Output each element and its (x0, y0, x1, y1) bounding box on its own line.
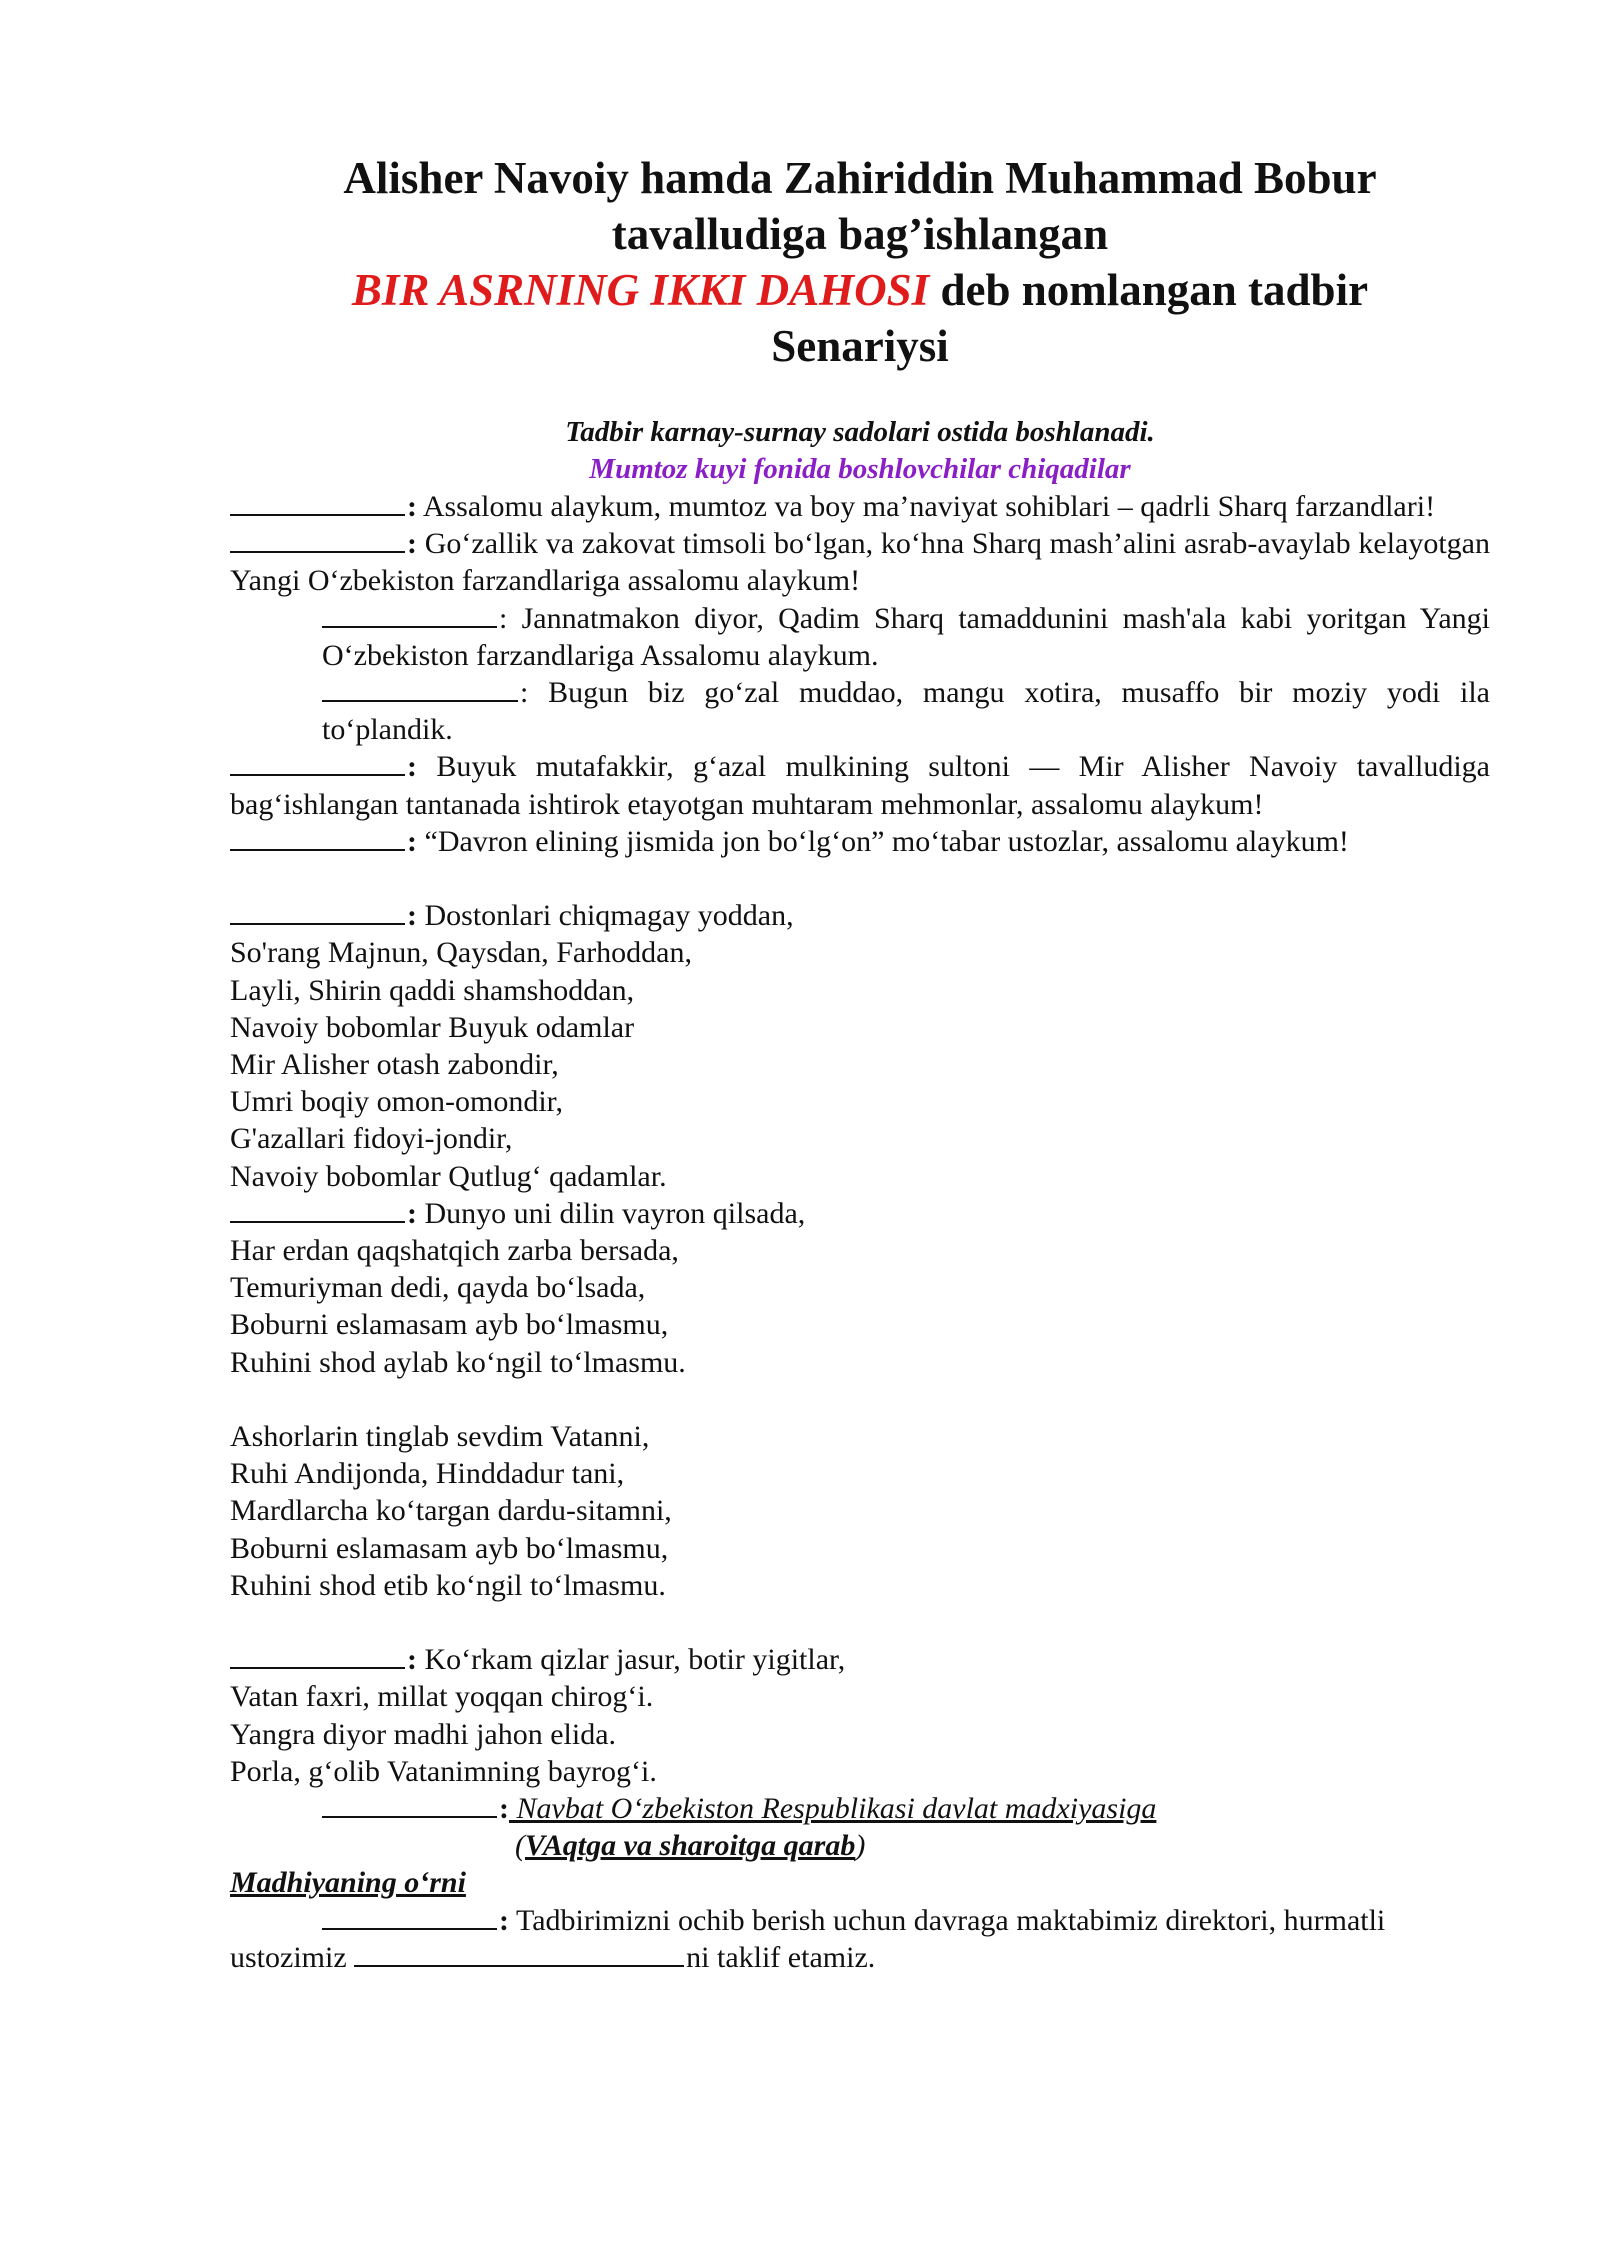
speaker-blank (322, 676, 518, 702)
closing-paragraph: : Tadbirimizni ochib berish uchun davraga maktabimiz direktori, hurmatli (230, 1902, 1490, 1939)
poem-line: Mardlarcha ko‘targan dardu-sitamni, (230, 1494, 672, 1528)
speaker-paragraph: : Go‘zallik va zakovat timsoli bo‘lgan, ko‘hna Sharq mash’alini asrab-avaylab kelayotgan Yangi O‘zbekiston farzandlariga assalomu alaykum! (230, 527, 1490, 598)
poem-line: Vatan faxri, millat yoqqan chirog‘i. (230, 1680, 654, 1714)
poem-line: G'azallari fidoyi-jondir, (230, 1122, 513, 1156)
speaker-blank (230, 825, 405, 851)
poem-line: : Dunyo uni dilin vayron qilsada, (230, 1195, 1490, 1232)
poem-line: Yangra diyor madhi jahon elida. (230, 1717, 617, 1751)
speaker-paragraph: : Jannatmakon diyor, Qadim Sharq tamaddunini mash'ala kabi yoritgan Yangi O‘zbekiston farzandlariga Assalomu alaykum. (322, 601, 1490, 672)
poem-line: Mir Alisher otash zabondir, (230, 1048, 559, 1082)
poem-3 (230, 1418, 1490, 1604)
anthem-note: (VAqtga va sharoitga qarab) (515, 1829, 866, 1863)
speaker-blank (322, 1904, 497, 1930)
poem-line: Navoiy bobomlar Buyuk odamlar (230, 1010, 635, 1044)
title-line-3 (200, 262, 1520, 318)
title-event-name: BIR ASRNING IKKI DAHOSI (351, 265, 930, 315)
speaker-paragraph: : Assalomu alaykum, mumtoz va boy ma’naviyat sohiblari – qadrli Sharq farzandlari! (230, 488, 1490, 525)
anthem-heading: Madhiyaning o‘rni (230, 1866, 466, 1900)
speaker-blank (230, 750, 405, 776)
poem-line: Umri boqiy omon-omondir, (230, 1085, 563, 1119)
speaker-blank (230, 527, 405, 553)
speaker-blank (230, 1197, 405, 1223)
poem-line: Ashorlarin tinglab sevdim Vatanni, (230, 1420, 650, 1454)
poem-4 (230, 1641, 1490, 1790)
speaker-blank (230, 1643, 405, 1669)
poem-line: Porla, g‘olib Vatanimning bayrog‘i. (230, 1754, 657, 1788)
poem-line: Temuriyman dedi, qayda bo‘lsada, (230, 1271, 646, 1305)
speaker-blank (230, 490, 405, 516)
poem-line: So'rang Majnun, Qaysdan, Farhoddan, (230, 936, 692, 970)
document-body (230, 488, 1490, 1976)
spacer (230, 1604, 1490, 1641)
title-line-4: Senariysi (771, 321, 949, 371)
poem-line: Ruhini shod etib ko‘ngil to‘lmasmu. (230, 1568, 666, 1602)
closing-line-2: ustozimiz ni taklif etamiz. (230, 1940, 876, 1974)
title-line-2: tavalludiga bag’ishlangan (611, 209, 1109, 259)
poem-2 (230, 1195, 1490, 1381)
poem-line: Layli, Shirin qaddi shamshoddan, (230, 973, 635, 1007)
speaker-paragraph: : “Davron elining jismida jon bo‘lg‘on” mo‘tabar ustozlar, assalomu alaykum! (230, 823, 1490, 860)
poem-line: : Ko‘rkam qizlar jasur, botir yigitlar, (230, 1641, 1490, 1678)
name-blank (354, 1941, 684, 1967)
title-line-3-rest: deb nomlangan tadbir (929, 265, 1369, 315)
spacer (230, 860, 1490, 897)
poem-line: : Dostonlari chiqmagay yoddan, (230, 897, 1490, 934)
poem-line: Navoiy bobomlar Qutlug‘ qadamlar. (230, 1159, 667, 1193)
speaker-paragraph: : Bugun biz go‘zal muddao, mangu xotira, musaffo bir moziy yodi ila to‘plandik. (322, 676, 1490, 747)
poem-line: Har erdan qaqshatqich zarba bersada, (230, 1234, 679, 1268)
anthem-announcement: : Navbat O‘zbekiston Respublikasi davlat madxiyasiga (230, 1790, 1490, 1827)
poem-line: Ruhi Andijonda, Hinddadur tani, (230, 1457, 625, 1491)
speaker-paragraph: : Buyuk mutafakkir, g‘azal mulkining sultoni — Mir Alisher Navoiy tavalludiga bag‘ishlangan tantanada ishtirok etayotgan muhtaram mehmonlar, assalomu alaykum! (230, 750, 1490, 821)
poem-line: Ruhini shod aylab ko‘ngil to‘lmasmu. (230, 1345, 686, 1379)
intro-line-2: Mumtoz kuyi fonida boshlovchilar chiqadilar (589, 453, 1131, 485)
poem-line: Boburni eslamasam ayb bo‘lmasmu, (230, 1308, 669, 1342)
spacer (230, 1381, 1490, 1418)
poem-line: Boburni eslamasam ayb bo‘lmasmu, (230, 1531, 669, 1565)
speaker-blank (230, 899, 405, 925)
document-title (200, 150, 1520, 374)
poem-1 (230, 897, 1490, 1195)
speaker-blank (322, 1792, 497, 1818)
speaker-blank (322, 602, 497, 628)
intro-line-1: Tadbir karnay-surnay sadolari ostida boshlanadi. (565, 416, 1155, 448)
title-line-1: Alisher Navoiy hamda Zahiriddin Muhammad Bobur (343, 153, 1377, 203)
